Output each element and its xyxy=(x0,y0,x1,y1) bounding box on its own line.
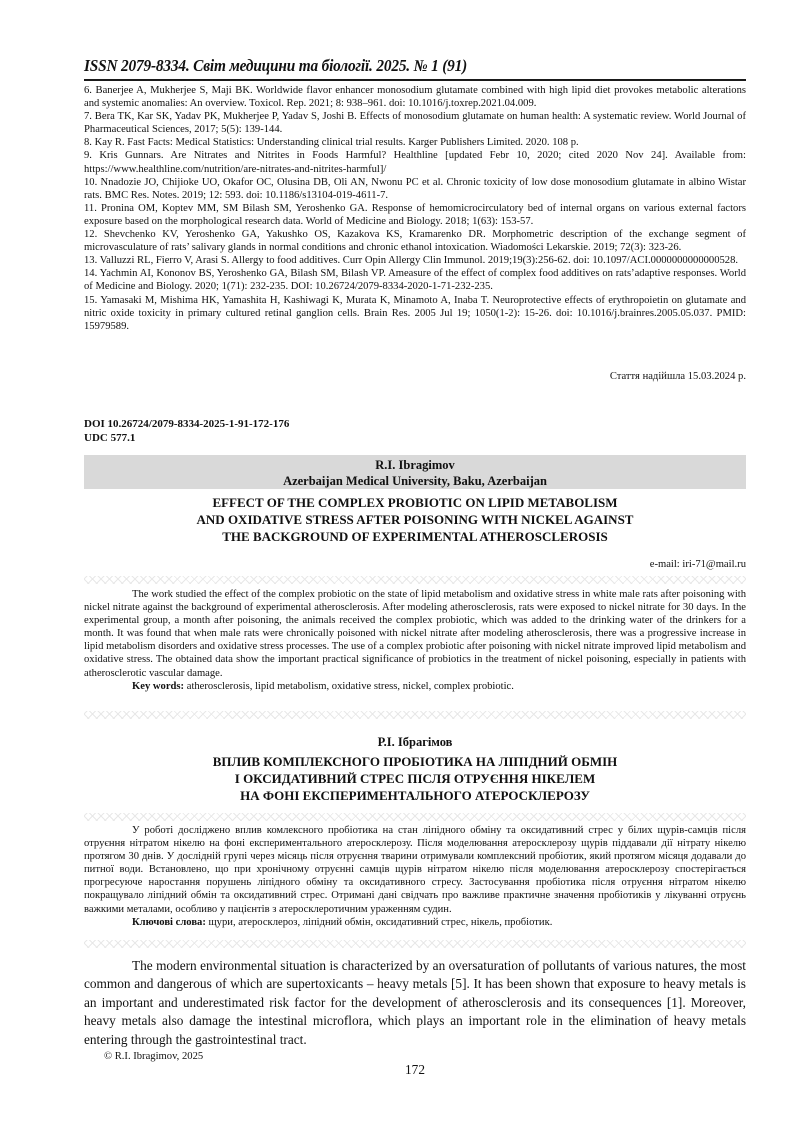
author-affiliation-band xyxy=(84,455,746,489)
keywords-text: щури, атеросклероз, ліпідний обмін, оксидативний стрес, нікель, пробіотик. xyxy=(205,916,553,928)
article-title-en xyxy=(84,494,746,545)
received-date-note: Стаття надійшла 15.03.2024 р. xyxy=(609,371,746,382)
keywords-label: Key words: xyxy=(132,680,185,692)
decorative-separator xyxy=(84,940,746,948)
abstract-text: У роботі досліджено вплив комлексного пробіотика на стан ліпідного обміну та оксидативний стрес у білих щурів-самців після отруєння нітратом нікелю на фоні експериментального атеросклерозу. Після моделювання атеросклерозу щурів піддавали дії нітрату нікелю протягом 30 днів. У дослідній групі через місяць після отруєння тварини отримували комплексний пробіотик, який протягом місяця додавали до питної води. Встановлено, що при хронічному отруєнні самців щурів нітратом нікелю після моделювання атеросклерозу спостерігається прогресуюче наростання порушень ліпідного обміну та оксидативного стресу. Застосування пробіотика після отруєння нітратом нікелю покращувало ліпідний обмін та оксидативний стрес. Отримані дані свідчать про важливе практичне значення пробіотиків у лікуванні отруєнь важкими металами, особливо у пацієнтів з атеросклеротичним ураженням судин. xyxy=(84,825,746,915)
abstract-text: The work studied the effect of the complex probiotic on the state of lipid metabolism and oxidative stress in white male rats after poisoning with nickel nitrate against the background of experimental atherosclerosis. After modeling atherosclerosis, rats were exposed to nickel nitrate for 30 days. In the experimental group, a month after poisoning, the animals received the complex probiotic, which was added to the drinking water of the drinkers for a month. It was found that when male rats were chronically poisoned with nickel nitrate after modeling atherosclerosis, there was a progressive increase in lipid metabolism disorders and oxidative stress processes. The use of a complex probiotic after poisoning with nickel nitrate improved lipid metabolism and oxidative stress. The obtained data show the important practical significance of probiotics in the treatment of nickel poisoning, especially in patients with atherosclerotic vascular damage. xyxy=(84,589,746,679)
affiliation-en: Azerbaijan Medical University, Baku, Azerbaijan xyxy=(283,474,547,488)
reference-item: 11. Pronina OM, Koptev MM, SM Bilash SM, Yeroshenko GA. Response of hemomicrocirculatory bed of internal organs on various external factors exposure based on the morphological research data. World of Medicine and Biology. 2018; 1(63): 153-57. xyxy=(84,202,746,227)
page-number: 172 xyxy=(405,1062,425,1077)
abstract-en xyxy=(84,588,746,693)
title-line: EFFECT OF THE COMPLEX PROBIOTIC ON LIPID METABOLISM xyxy=(212,495,618,510)
author-email: e-mail: iri-71@mail.ru xyxy=(649,559,746,570)
reference-item: 9. Kris Gunnars. Are Nitrates and Nitrites in Foods Harmful? Healthline [updated Febr 10, 2020; cited 2020 Nov 24]. Available from: https://www.healthline.com/nutrition/are-nitrates-and-nitrites-harmful]/ xyxy=(84,150,746,175)
decorative-separator xyxy=(84,576,746,584)
title-line: THE BACKGROUND OF EXPERIMENTAL ATHEROSCLEROSIS xyxy=(222,529,608,544)
title-line: І ОКСИДАТИВНИЙ СТРЕС ПІСЛЯ ОТРУЄННЯ НІКЕЛЕМ xyxy=(234,771,596,786)
abstract-ua xyxy=(84,824,746,929)
body-paragraph: The modern environmental situation is characterized by an oversaturation of pollutants of various natures, the most common and dangerous of which are supertoxicants – heavy metals [5]. It has been shown that exposure to heavy metals is an important and underestimated risk factor for the development of atherosclerosis and its consequences [1]. Moreover, heavy metals also damage the intestinal microflora, which plays an important role in the elimination of heavy metals entering through the gastrointestinal tract. xyxy=(84,958,746,1047)
keywords-ua xyxy=(84,916,746,929)
reference-item: 10. Nnadozie JO, Chijioke UO, Okafor OC, Olusina DB, Oli AN, Nwonu PC et al. Chronic toxicity of low dose monosodium glutamate in albino Wistar rats. BMC Res. Notes. 2019; 12: 593. doi: 10.1186/s13104-019-4611-7. xyxy=(84,176,746,201)
decorative-separator xyxy=(84,813,746,821)
header-rule xyxy=(84,79,746,81)
udc-label: UDC 577.1 xyxy=(84,432,136,444)
doi-block xyxy=(84,417,289,445)
decorative-separator xyxy=(84,711,746,719)
article-body xyxy=(84,957,746,1049)
keywords-label: Ключові слова: xyxy=(132,916,206,928)
journal-running-header: ISSN 2079-8334. Світ медицини та біології. 2025. № 1 (91) xyxy=(84,56,468,75)
title-line: AND OXIDATIVE STRESS AFTER POISONING WITH NICKEL AGAINST xyxy=(196,512,634,527)
author-name-en: R.I. Ibragimov xyxy=(375,458,455,472)
keywords-text: atherosclerosis, lipid metabolism, oxidative stress, nickel, complex probiotic. xyxy=(184,680,514,692)
reference-item: 13. Valluzzi RL, Fierro V, Arasi S. Allergy to food additives. Curr Opin Allergy Clin Immunol. 2019;19(3):256-62. doi: 10.1097/ACI.0000000000000528. xyxy=(84,255,739,267)
reference-item: 12. Shevchenko KV, Yeroshenko GA, Yakushko OS, Kazakova KS, Kramarenko DR. Morphometric description of the exchange segment of microvasculature of rats’ salivary glands in normal conditions and chronic ethanol intoxication. Wiadomości Lekarskie. 2019; 72(3): 323-26. xyxy=(84,229,746,254)
reference-item: 14. Yachmin AI, Kononov BS, Yeroshenko GA, Bilash SM, Bilash VP. Ameasure of the effect of complex food additives on rats’adaptive responses. World of Medicine and Biology. 2020; 1(71): 232-235. DOI: 10.26724/2079-8334-2020-1-71-232-235. xyxy=(84,268,746,293)
reference-item: 7. Bera TK, Kar SK, Yadav PK, Mukherjee P, Yadav S, Joshi B. Effects of monosodium glutamate on human health: A systematic review. World Journal of Pharmaceutical Sciences, 2017; 5(5): 139-144. xyxy=(84,111,746,136)
reference-item: 6. Banerjee A, Mukherjee S, Maji BK. Worldwide flavor enhancer monosodium glutamate combined with high lipid diet provokes metabolic alterations and systemic anomalies: An overview. Toxicol. Rep. 2021; 8: 938–961. doi: 10.1016/j.toxrep.2021.04.009. xyxy=(84,85,746,110)
title-line: ВПЛИВ КОМПЛЕКСНОГО ПРОБІОТИКА НА ЛІПІДНИЙ ОБМІН xyxy=(212,754,618,769)
reference-item: 15. Yamasaki M, Mishima HK, Yamashita H, Kashiwagi K, Murata K, Minamoto A, Inaba T. Neuroprotective effects of erythropoietin on glutamate and nitric oxide toxicity in primary cultured retinal ganglion cells. Brain Res. 2005 Jul 19; 1050(1-2): 15-26. doi: 10.1016/j.brainres.2005.05.037. PMID: 15979589. xyxy=(84,294,746,332)
article-title-ua xyxy=(84,753,746,804)
copyright-notice: © R.I. Ibragimov, 2025 xyxy=(104,1051,204,1062)
title-line: НА ФОНІ ЕКСПЕРИМЕНТАЛЬНОГО АТЕРОСКЛЕРОЗУ xyxy=(240,788,590,803)
keywords-en xyxy=(84,680,746,693)
doi-label: DOI 10.26724/2079-8334-2025-1-91-172-176 xyxy=(84,418,290,430)
author-name-ua: Р.І. Ібрагімов xyxy=(377,735,453,749)
reference-item: 8. Kay R. Fast Facts: Medical Statistics: Understanding clinical trial results. Karger Publishers Limited. 2020. 108 p. xyxy=(84,137,579,149)
reference-list xyxy=(84,84,746,333)
